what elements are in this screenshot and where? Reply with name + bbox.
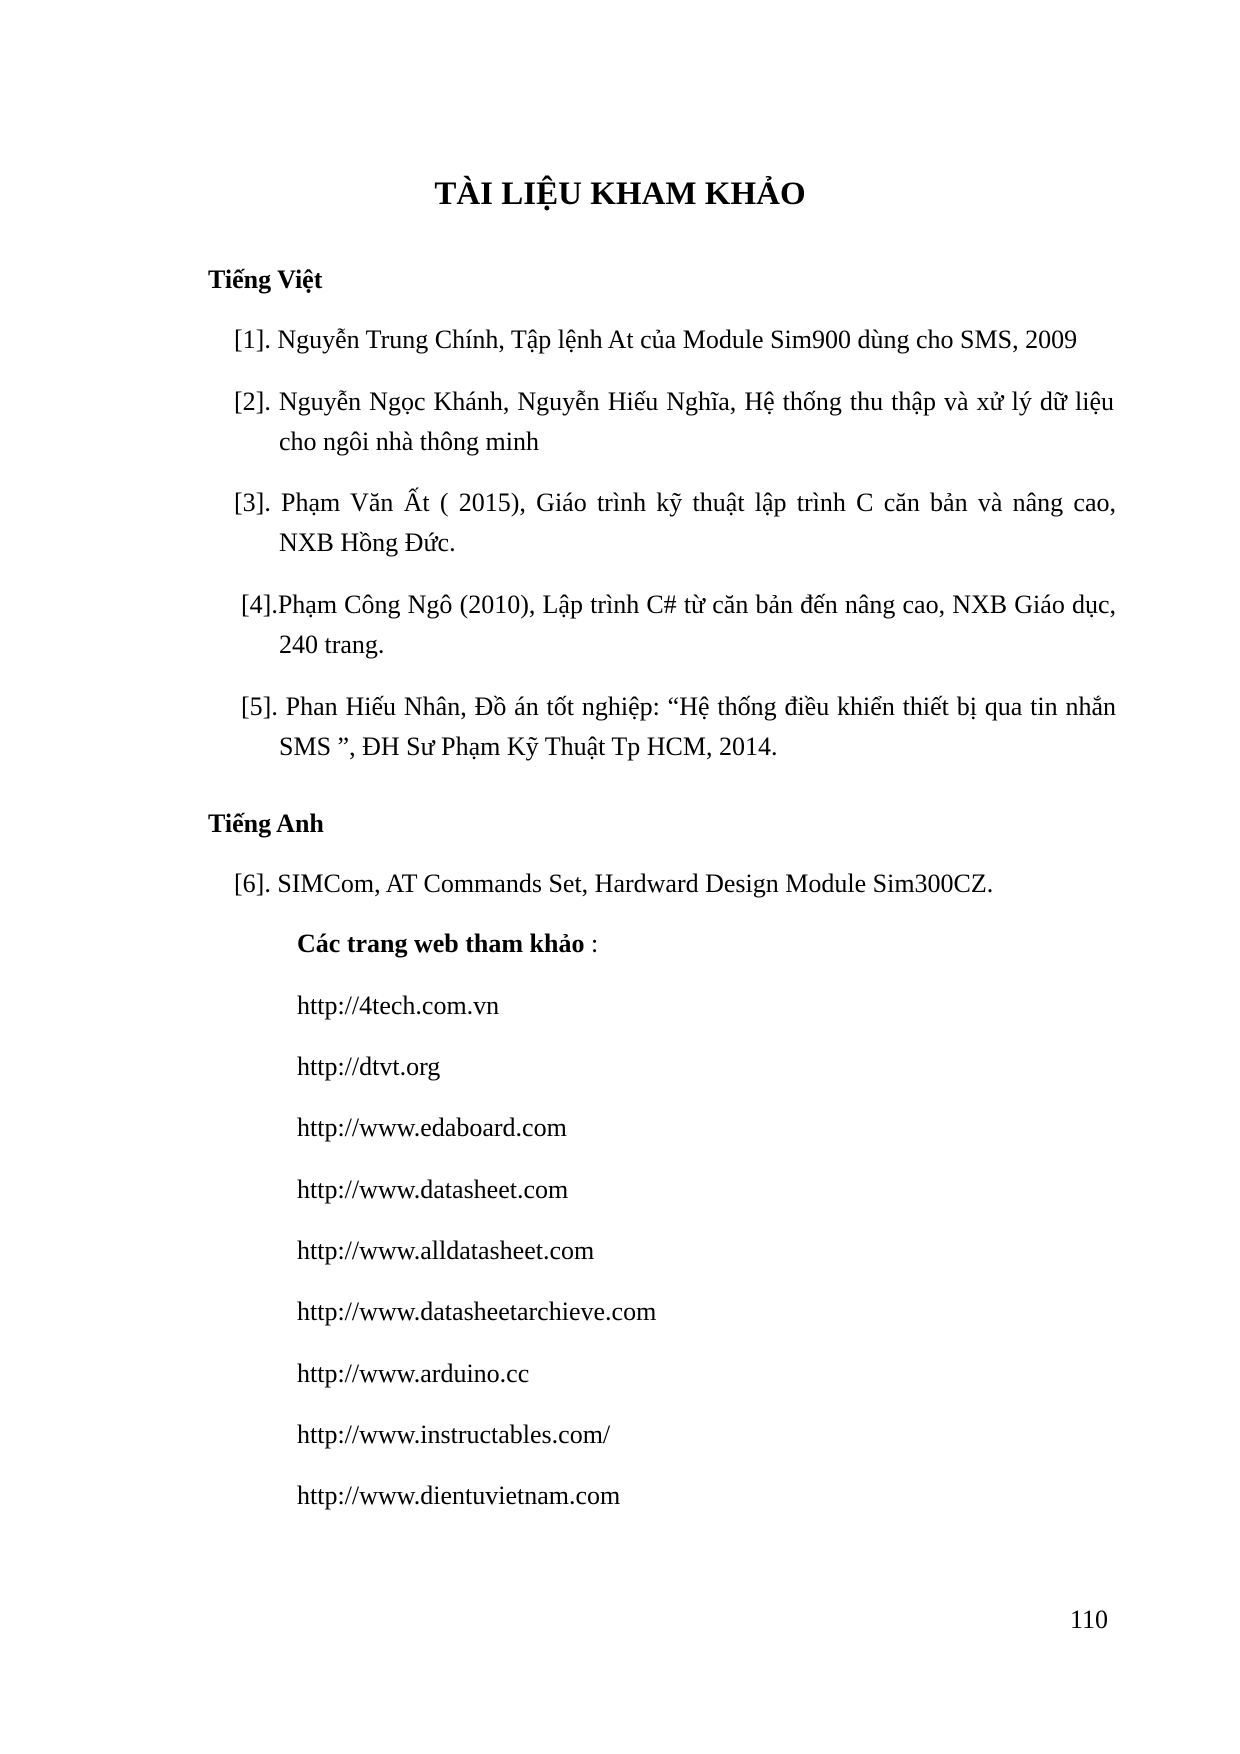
reference-item-2 (234, 382, 1114, 462)
website-link[interactable]: http://dtvt.org (297, 1052, 441, 1081)
websites-heading (297, 928, 598, 960)
reference-text: [6]. SIMCom, AT Commands Set, Hardward Design Module Sim300CZ. (234, 869, 994, 898)
reference-text-continued: NXB Hồng Đức. (279, 528, 456, 557)
reference-text-continued: 240 trang. (279, 630, 385, 659)
reference-text: [2]. Nguyễn Ngọc Khánh, Nguyễn Hiếu Nghĩa, Hệ thống thu thập và xử lý dữ liệu (234, 387, 1114, 416)
reference-text-continued: SMS ”, ĐH Sư Phạm Kỹ Thuật Tp HCM, 2014. (279, 732, 778, 761)
section-heading-english: Tiếng Anh (208, 809, 324, 838)
website-link[interactable]: http://www.datasheet.com (297, 1175, 569, 1204)
websites-heading-text: Các trang web tham khảo (297, 929, 585, 958)
page-number: 110 (1070, 1605, 1109, 1634)
page-title: TÀI LIỆU KHAM KHẢO (434, 176, 806, 212)
reference-item-3 (234, 483, 1116, 563)
website-link[interactable]: http://www.arduino.cc (297, 1359, 530, 1388)
reference-item-5 (241, 687, 1116, 767)
reference-text: [1]. Nguyễn Trung Chính, Tập lệnh At của Module Sim900 dùng cho SMS, 2009 (234, 325, 1078, 354)
section-heading-vietnamese: Tiếng Việt (208, 265, 323, 294)
website-link[interactable]: http://4tech.com.vn (297, 991, 500, 1020)
reference-item-6 (234, 864, 993, 904)
website-link[interactable]: http://www.edaboard.com (297, 1113, 567, 1142)
website-link[interactable]: http://www.datasheetarchieve.com (297, 1297, 657, 1326)
reference-text: [3]. Phạm Văn Ất ( 2015), Giáo trình kỹ thuật lập trình C căn bản và nâng cao, (234, 488, 1116, 517)
reference-text: [4].Phạm Công Ngô (2010), Lập trình C# từ căn bản đến nâng cao, NXB Giáo dục, (241, 590, 1116, 619)
reference-text-continued: cho ngôi nhà thông minh (279, 427, 539, 456)
website-link[interactable]: http://www.dientuvietnam.com (297, 1481, 621, 1510)
reference-item-4 (241, 585, 1116, 665)
website-link[interactable]: http://www.alldatasheet.com (297, 1236, 595, 1265)
reference-item-1 (234, 320, 1077, 360)
reference-text: [5]. Phan Hiếu Nhân, Đồ án tốt nghiệp: “Hệ thống điều khiển thiết bị qua tin nhắn (241, 692, 1116, 721)
website-link[interactable]: http://www.instructables.com/ (297, 1420, 611, 1449)
websites-heading-suffix: : (584, 929, 599, 958)
